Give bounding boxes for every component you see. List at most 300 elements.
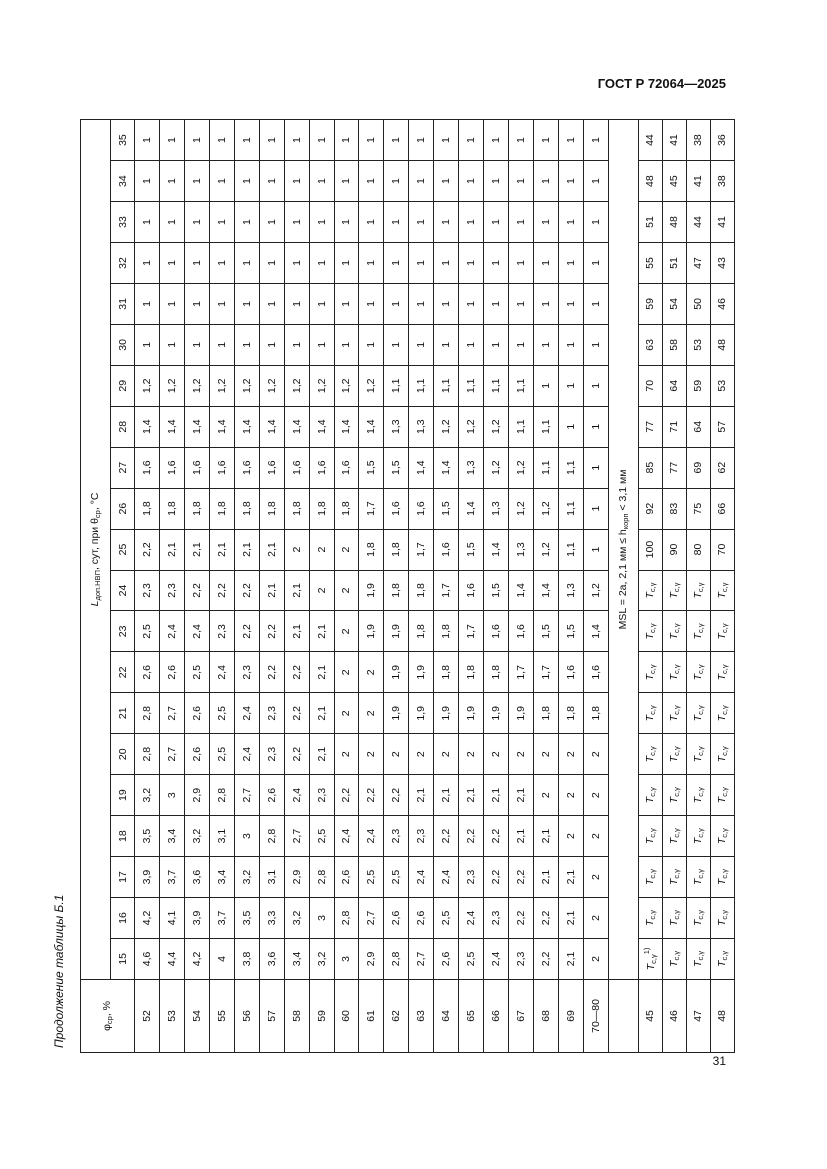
tc-symbol — [716, 746, 728, 762]
table-cell: 2,7 — [159, 734, 184, 775]
table-row — [384, 120, 409, 1053]
temp-header-cell: 29 — [111, 365, 135, 406]
temp-header-cell: 30 — [111, 324, 135, 365]
table-cell: 2,5 — [434, 898, 459, 939]
msl-value-cell: 69 — [686, 447, 710, 488]
temp-header-cell: 22 — [111, 652, 135, 693]
tc-subscript: c,γ — [647, 787, 657, 797]
tc-base: T — [667, 837, 680, 845]
tc-cell — [638, 652, 662, 693]
table-cell: 4,2 — [184, 938, 209, 979]
msl-header-left: MSL = 2a, 2,1 мм ≤ h — [616, 529, 629, 630]
table-cell: 2,1 — [534, 816, 559, 857]
table-cell: 1,6 — [234, 447, 259, 488]
table-cell: 1,7 — [459, 611, 484, 652]
table-cell: 1 — [334, 283, 359, 324]
duration-header-mid: , сут, при θ — [89, 518, 101, 571]
phi-value-cell: 63 — [409, 979, 434, 1052]
tc-subscript: c,γ — [647, 909, 657, 920]
table-cell: 1 — [384, 324, 409, 365]
table-cell: 1,8 — [209, 488, 234, 529]
tc-base: T — [715, 755, 728, 763]
tc-cell — [662, 898, 686, 939]
table-cell: 1,4 — [484, 529, 509, 570]
L-symbol: L — [89, 600, 101, 607]
msl-value-cell: 47 — [686, 243, 710, 284]
table-cell: 1 — [334, 243, 359, 284]
phi-value-cell: 64 — [434, 979, 459, 1052]
tc-symbol — [716, 828, 728, 844]
msl-row — [638, 120, 662, 1053]
table-cell: 3,9 — [184, 898, 209, 939]
phi-value-cell: 53 — [159, 979, 184, 1052]
temp-header-cell: 19 — [111, 775, 135, 816]
table-row — [284, 120, 309, 1053]
table-cell: 3 — [309, 898, 334, 939]
table-cell: 2 — [583, 816, 608, 857]
tc-cell — [662, 734, 686, 775]
table-cell: 2,5 — [459, 938, 484, 979]
msl-value-cell: 59 — [686, 365, 710, 406]
table-cell: 2,4 — [409, 857, 434, 898]
msl-value-cell: 43 — [710, 243, 734, 284]
table-row — [359, 120, 384, 1053]
temp-header-cell: 28 — [111, 406, 135, 447]
msl-empty-cell — [608, 979, 638, 1052]
table-cell: 1,1 — [484, 365, 509, 406]
temp-header-cell: 20 — [111, 734, 135, 775]
tc-symbol — [668, 582, 680, 598]
tc-subscript: c,γ — [671, 664, 681, 674]
tc-subscript: c,γ — [671, 787, 681, 797]
table-cell: 1,6 — [434, 529, 459, 570]
table-cell: 1 — [309, 283, 334, 324]
tc-cell — [686, 570, 710, 611]
tc-cell — [686, 652, 710, 693]
table-cell: 1,2 — [434, 406, 459, 447]
msl-value-cell: 45 — [662, 161, 686, 202]
temp-header-cell: 34 — [111, 161, 135, 202]
msl-value-cell: 58 — [662, 324, 686, 365]
table-cell: 2,7 — [409, 938, 434, 979]
tc-base: T — [667, 673, 680, 681]
msl-value-cell: 41 — [686, 161, 710, 202]
tc-subscript: c,γ — [719, 582, 729, 593]
table-cell: 1,5 — [558, 611, 583, 652]
table-cell: 1,6 — [334, 447, 359, 488]
table-cell: 2,5 — [309, 816, 334, 857]
tc-base: T — [667, 878, 680, 886]
table-cell: 1 — [334, 120, 359, 161]
table-cell: 3 — [234, 816, 259, 857]
table-cell: 2,1 — [259, 570, 284, 611]
table-cell: 1,6 — [159, 447, 184, 488]
table-cell: 1 — [284, 161, 309, 202]
tc-base: T — [691, 796, 704, 804]
table-cell: 2,2 — [534, 938, 559, 979]
tc-subscript: c,γ — [719, 623, 729, 634]
tc-subscript: c,γ — [695, 705, 705, 715]
table-cell: 1 — [284, 324, 309, 365]
table-cell: 2,1 — [284, 611, 309, 652]
table-cell: 1 — [583, 283, 608, 324]
table-cell: 1 — [209, 120, 234, 161]
table-cell: 1,2 — [484, 406, 509, 447]
table-cell: 1 — [583, 161, 608, 202]
tc-base: T — [691, 714, 704, 722]
tc-base: T — [715, 837, 728, 845]
table-cell: 2,4 — [334, 816, 359, 857]
table-row — [459, 120, 484, 1053]
table-cell: 1 — [209, 161, 234, 202]
table-cell: 1,1 — [558, 447, 583, 488]
msl-value-cell: 51 — [662, 243, 686, 284]
phi-value-cell: 67 — [509, 979, 534, 1052]
table-cell: 1,1 — [459, 365, 484, 406]
table-cell: 1,6 — [409, 488, 434, 529]
table-cell: 2,1 — [534, 857, 559, 898]
phi-value-cell: 69 — [558, 979, 583, 1052]
table-cell: 2,1 — [484, 775, 509, 816]
tc-base: T — [667, 960, 680, 967]
table-cell: 1 — [434, 120, 459, 161]
table-cell: 1 — [209, 202, 234, 243]
table-cell: 2 — [309, 570, 334, 611]
table-cell: 1,3 — [409, 406, 434, 447]
table-cell: 1 — [583, 324, 608, 365]
table-cell: 2 — [583, 734, 608, 775]
table-cell: 2,3 — [209, 611, 234, 652]
tc-cell — [638, 898, 662, 939]
table-cell: 2 — [384, 734, 409, 775]
table-cell: 4,1 — [159, 898, 184, 939]
msl-value-cell: 92 — [638, 488, 662, 529]
tc-cell — [686, 693, 710, 734]
table-cell: 1,8 — [459, 652, 484, 693]
table-cell: 2,8 — [135, 734, 160, 775]
msl-value-cell: 53 — [710, 365, 734, 406]
tc-cell — [686, 857, 710, 898]
table-cell: 1 — [509, 324, 534, 365]
msl-value-cell: 59 — [638, 283, 662, 324]
table-cell: 1 — [184, 161, 209, 202]
msl-value-cell: 66 — [710, 488, 734, 529]
table-cell: 1 — [284, 120, 309, 161]
table-cell: 2,4 — [284, 775, 309, 816]
table-cell: 2,6 — [409, 898, 434, 939]
table-cell: 1,2 — [234, 365, 259, 406]
table-cell: 1 — [409, 243, 434, 284]
msl-value-cell: 62 — [710, 447, 734, 488]
table-cell: 2 — [334, 652, 359, 693]
msl-header-row — [608, 120, 638, 1053]
tc-cell — [686, 816, 710, 857]
table-cell: 1 — [558, 120, 583, 161]
table-cell: 1,3 — [509, 529, 534, 570]
table-cell: 2,2 — [509, 898, 534, 939]
table-row — [259, 120, 284, 1053]
tc-footnote: 1) — [642, 947, 652, 955]
msl-value-cell: 44 — [638, 120, 662, 161]
table-cell: 2 — [334, 570, 359, 611]
table-cell: 2,1 — [259, 529, 284, 570]
temp-header-cell: 26 — [111, 488, 135, 529]
table-cell: 3,2 — [284, 898, 309, 939]
table-cell: 1 — [334, 324, 359, 365]
msl-header-cell — [608, 120, 638, 980]
table-row — [234, 120, 259, 1053]
table-cell: 1 — [159, 202, 184, 243]
table-cell: 3,5 — [234, 898, 259, 939]
tc-symbol — [668, 787, 680, 803]
table-row — [534, 120, 559, 1053]
table-cell: 2 — [583, 775, 608, 816]
tc-symbol — [716, 787, 728, 803]
table-cell: 1,8 — [184, 488, 209, 529]
table-cell: 1,3 — [384, 406, 409, 447]
msl-row — [662, 120, 686, 1053]
table-cell: 2,8 — [384, 938, 409, 979]
table-cell: 1,6 — [484, 611, 509, 652]
temp-header-cell: 16 — [111, 898, 135, 939]
tc-symbol — [644, 787, 656, 803]
table-cell: 1,8 — [484, 652, 509, 693]
table-cell: 1,6 — [284, 447, 309, 488]
table-cell: 1 — [534, 161, 559, 202]
phi-value-cell: 55 — [209, 979, 234, 1052]
table-cell: 2 — [583, 898, 608, 939]
table-cell: 2 — [534, 734, 559, 775]
table-cell: 1,3 — [459, 447, 484, 488]
table-cell: 2,1 — [309, 693, 334, 734]
table-cell: 1 — [384, 161, 409, 202]
table-cell: 1 — [409, 202, 434, 243]
temp-header-cell: 18 — [111, 816, 135, 857]
table-row — [184, 120, 209, 1053]
table-cell: 1,4 — [135, 406, 160, 447]
table-cell: 3,8 — [234, 938, 259, 979]
temp-header-cell: 33 — [111, 202, 135, 243]
table-cell: 2 — [359, 734, 384, 775]
table-cell: 1 — [484, 324, 509, 365]
table-cell: 2,8 — [209, 775, 234, 816]
table-cell: 2 — [558, 734, 583, 775]
tc-symbol — [668, 910, 680, 926]
table-cell: 1 — [184, 120, 209, 161]
table-cell: 1 — [484, 243, 509, 284]
tc-base: T — [715, 960, 728, 967]
tc-base: T — [715, 633, 728, 640]
tc-base: T — [691, 960, 704, 967]
tc-symbol — [644, 869, 656, 885]
tc-subscript: c,γ — [695, 869, 705, 879]
table-cell: 1 — [309, 243, 334, 284]
tc-base: T — [643, 673, 656, 681]
msl-header-subscript: корп — [620, 513, 630, 530]
table-cell: 1 — [184, 324, 209, 365]
tc-cell — [710, 857, 734, 898]
temp-header-cell: 21 — [111, 693, 135, 734]
table-cell: 1 — [484, 161, 509, 202]
tc-base: T — [643, 633, 656, 640]
tc-subscript: c,γ — [719, 869, 729, 879]
humidity-table — [80, 119, 735, 1053]
table-cell: 2,2 — [434, 816, 459, 857]
table-cell: 2,5 — [135, 611, 160, 652]
table-cell: 2 — [583, 938, 608, 979]
table-cell: 1 — [509, 202, 534, 243]
tc-subscript: c,γ — [671, 869, 681, 879]
table-cell: 1 — [558, 283, 583, 324]
tc-cell — [686, 734, 710, 775]
table-cell: 1,8 — [309, 488, 334, 529]
tc-base: T — [691, 919, 704, 926]
duration-header-unit: , °C — [89, 492, 101, 511]
table-cell: 1,4 — [409, 447, 434, 488]
table-cell: 2,4 — [359, 816, 384, 857]
table-row — [334, 120, 359, 1053]
table-cell: 1 — [184, 283, 209, 324]
table-cell: 1,6 — [309, 447, 334, 488]
tc-cell — [710, 938, 734, 979]
table-cell: 1,2 — [209, 365, 234, 406]
tc-base: T — [715, 592, 728, 599]
phi-unit: , % — [101, 1001, 113, 1017]
table-cell: 1 — [583, 488, 608, 529]
table-cell: 3 — [334, 938, 359, 979]
tc-cell — [662, 570, 686, 611]
table-cell: 1 — [309, 202, 334, 243]
table-cell: 3,5 — [135, 816, 160, 857]
rotated-table-container — [80, 119, 729, 1053]
tc-subscript: c,γ — [695, 828, 705, 838]
tc-symbol — [644, 910, 656, 926]
tc-base: T — [715, 796, 728, 804]
table-cell: 1,6 — [509, 611, 534, 652]
phi-value-cell: 62 — [384, 979, 409, 1052]
table-cell: 2,6 — [184, 734, 209, 775]
phi-value-cell: 58 — [284, 979, 309, 1052]
msl-value-cell: 38 — [710, 161, 734, 202]
tc-base: T — [691, 837, 704, 845]
table-cell: 1,9 — [484, 693, 509, 734]
tc-subscript: c,γ — [695, 909, 705, 920]
table-row — [135, 120, 160, 1053]
table-cell: 1 — [558, 161, 583, 202]
table-cell: 1 — [259, 202, 284, 243]
table-cell: 1 — [534, 120, 559, 161]
table-cell: 2,2 — [184, 570, 209, 611]
tc-symbol — [668, 623, 680, 639]
tc-base: T — [715, 878, 728, 886]
table-cell: 2,6 — [259, 775, 284, 816]
table-cell: 2 — [484, 734, 509, 775]
table-cell: 2,2 — [284, 652, 309, 693]
table-cell: 2,4 — [234, 693, 259, 734]
table-cell: 1 — [459, 202, 484, 243]
msl-value-cell: 80 — [686, 529, 710, 570]
table-cell: 2,8 — [334, 898, 359, 939]
tc-subscript: c,γ — [647, 664, 657, 674]
table-cell: 2,1 — [409, 775, 434, 816]
table-cell: 1 — [558, 324, 583, 365]
table-cell: 1,2 — [159, 365, 184, 406]
msl-value-cell: 64 — [662, 365, 686, 406]
table-cell: 2,1 — [509, 816, 534, 857]
msl-value-cell: 63 — [638, 324, 662, 365]
tc-subscript: c,γ — [671, 950, 681, 961]
table-cell: 1,2 — [184, 365, 209, 406]
table-cell: 2,4 — [209, 652, 234, 693]
table-cell: 1 — [484, 283, 509, 324]
table-cell: 1,2 — [484, 447, 509, 488]
table-cell: 1,8 — [334, 488, 359, 529]
table-cell: 1 — [184, 243, 209, 284]
table-cell: 1,7 — [534, 652, 559, 693]
tc-symbol — [692, 582, 704, 598]
table-cell: 2,5 — [184, 652, 209, 693]
phi-symbol: φ — [101, 1024, 113, 1031]
table-cell: 1,9 — [434, 693, 459, 734]
table-cell: 2,2 — [459, 816, 484, 857]
table-cell: 2,8 — [135, 693, 160, 734]
table-cell: 1,4 — [509, 570, 534, 611]
table-cell: 2,4 — [159, 611, 184, 652]
tc-symbol — [644, 582, 656, 598]
table-cell: 3 — [159, 775, 184, 816]
page-number: 31 — [712, 1054, 726, 1068]
table-cell: 2 — [434, 734, 459, 775]
tc-cell — [686, 775, 710, 816]
table-cell: 1,8 — [234, 488, 259, 529]
table-cell: 1,9 — [359, 611, 384, 652]
tc-cell — [638, 611, 662, 652]
table-cell: 2,5 — [209, 734, 234, 775]
table-cell: 3,2 — [184, 816, 209, 857]
tc-symbol — [644, 828, 656, 844]
table-cell: 1,7 — [359, 488, 384, 529]
msl-phi-cell: 47 — [686, 979, 710, 1052]
table-cell: 3,6 — [184, 857, 209, 898]
tc-subscript: c,γ — [671, 909, 681, 920]
table-cell: 2,2 — [359, 775, 384, 816]
tc-symbol — [644, 746, 656, 762]
table-cell: 2,2 — [259, 652, 284, 693]
msl-header-right: < 3,1 мм — [616, 469, 629, 514]
table-cell: 1,8 — [434, 611, 459, 652]
table-row — [209, 120, 234, 1053]
table-cell: 1 — [534, 202, 559, 243]
tc-symbol — [668, 664, 680, 680]
tc-symbol — [716, 705, 728, 721]
table-cell: 1 — [534, 324, 559, 365]
table-cell: 3,2 — [135, 775, 160, 816]
table-cell: 3,3 — [259, 898, 284, 939]
msl-value-cell: 75 — [686, 488, 710, 529]
tc-subscript: c,γ — [647, 828, 657, 838]
table-cell: 1 — [309, 324, 334, 365]
table-cell: 1,8 — [409, 611, 434, 652]
table-cell: 2 — [284, 529, 309, 570]
tc-subscript: c,γ — [719, 828, 729, 838]
table-cell: 1,9 — [359, 570, 384, 611]
table-cell: 1,9 — [459, 693, 484, 734]
tc-base: T — [691, 633, 704, 640]
table-cell: 1 — [259, 161, 284, 202]
table-cell: 1,1 — [434, 365, 459, 406]
phi-value-cell: 57 — [259, 979, 284, 1052]
table-cell: 2,1 — [434, 775, 459, 816]
